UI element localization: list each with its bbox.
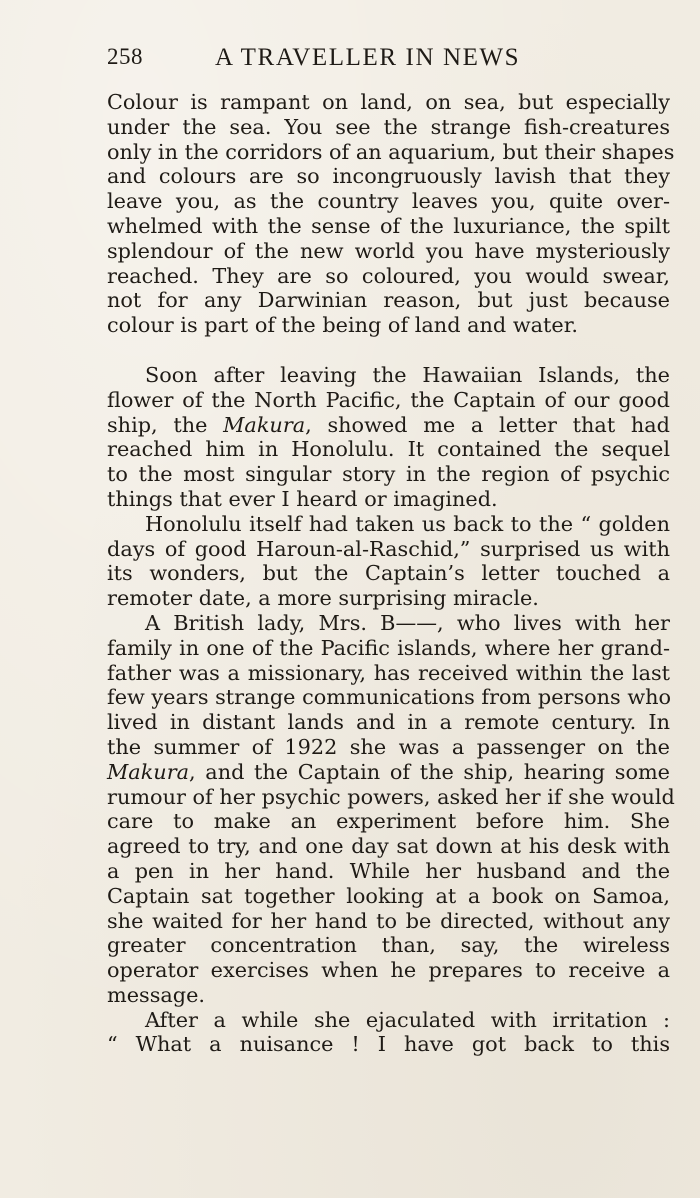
ship-name: Makura (223, 412, 306, 437)
text-line: message. (107, 982, 206, 1007)
text-line: family in one of the Pacific islands, where her grand- (107, 635, 670, 660)
text-line: whelmed with the sense of the luxuriance, the spilt (107, 213, 670, 238)
section-break (107, 338, 670, 363)
running-title: A TRAVELLER IN NEWS (215, 44, 521, 71)
text-line: operator exercises when he prepares to receive a (107, 958, 670, 983)
text-line: splendour of the new world you have mysteriously (107, 238, 670, 263)
text-line: its wonders, but the Captain’s letter touched a (107, 561, 670, 586)
text-line: leave you, as the country leaves you, quite over- (107, 189, 670, 214)
text-line: A British lady, Mrs. B——, who lives with her (145, 610, 670, 635)
text-line: greater concentration than, say, the wireless (107, 933, 670, 958)
text-line: lived in distant lands and in a remote century. In (107, 710, 670, 735)
text-line: colour is part of the being of land and water. (107, 313, 578, 338)
text-line: she waited for her hand to be directed, without any (107, 908, 670, 933)
text-line: agreed to try, and one day sat down at his desk with (107, 834, 670, 859)
text-line: “ What a nuisance ! I have got back to this (107, 1032, 670, 1057)
text-line: rumour of her psychic powers, asked her if she would (107, 784, 675, 809)
text-line: After a while she ejaculated with irritation : (145, 1007, 670, 1032)
text-segment: ship, the (107, 412, 224, 437)
paragraph-4 (107, 610, 675, 1008)
text-line: remoter date, a more surprising miracle. (107, 586, 539, 611)
text-line: a pen in her hand. While her husband and the (107, 858, 670, 883)
text-line: Colour is rampant on land, on sea, but especially (107, 90, 670, 114)
text-line: care to make an experiment before him. She (107, 809, 670, 834)
text-line: reached. They are so coloured, you would swear, (107, 263, 670, 288)
text-line: father was a missionary, has received within the last (107, 660, 670, 685)
text-line: under the sea. You see the strange fish-creatures (107, 114, 670, 139)
paragraph-5 (107, 1008, 670, 1058)
text-line: the summer of 1922 she was a passenger on the (107, 734, 670, 759)
text-line: and colours are so incongruously lavish that they (107, 164, 670, 189)
text-line: things that ever I heard or imagined. (107, 486, 498, 511)
text-line: not for any Darwinian reason, but just because (107, 288, 670, 313)
text-line: Soon after leaving the Hawaiian Islands, the (145, 362, 670, 387)
text-line: Captain sat together looking at a book on Samoa, (107, 883, 670, 908)
text-line: flower of the North Pacific, the Captain of our good (107, 387, 670, 412)
text-line: Honolulu itself had taken us back to the “ golden (145, 511, 670, 536)
paragraph-2 (107, 363, 670, 512)
text-line: few years strange communications from persons who (107, 685, 672, 710)
text-line-with-italic (107, 413, 670, 438)
text-line: only in the corridors of an aquarium, but their shapes (107, 139, 675, 164)
text-line: days of good Haroun-al-Raschid,” surprised us with (107, 536, 670, 561)
paragraph-1 (107, 90, 675, 338)
running-head (107, 44, 672, 78)
text-line-with-italic (107, 760, 670, 785)
text-line: to the most singular story in the region of psychic (107, 462, 670, 487)
ship-name: Makura (107, 759, 190, 784)
text-line: reached him in Honolulu. It contained the sequel (107, 437, 670, 462)
text-segment: , and the Captain of the ship, hearing some (189, 759, 670, 784)
body-text (107, 90, 675, 1057)
page-number: 258 (107, 44, 143, 69)
text-segment: , showed me a letter that had (305, 412, 670, 437)
paragraph-3 (107, 512, 670, 611)
